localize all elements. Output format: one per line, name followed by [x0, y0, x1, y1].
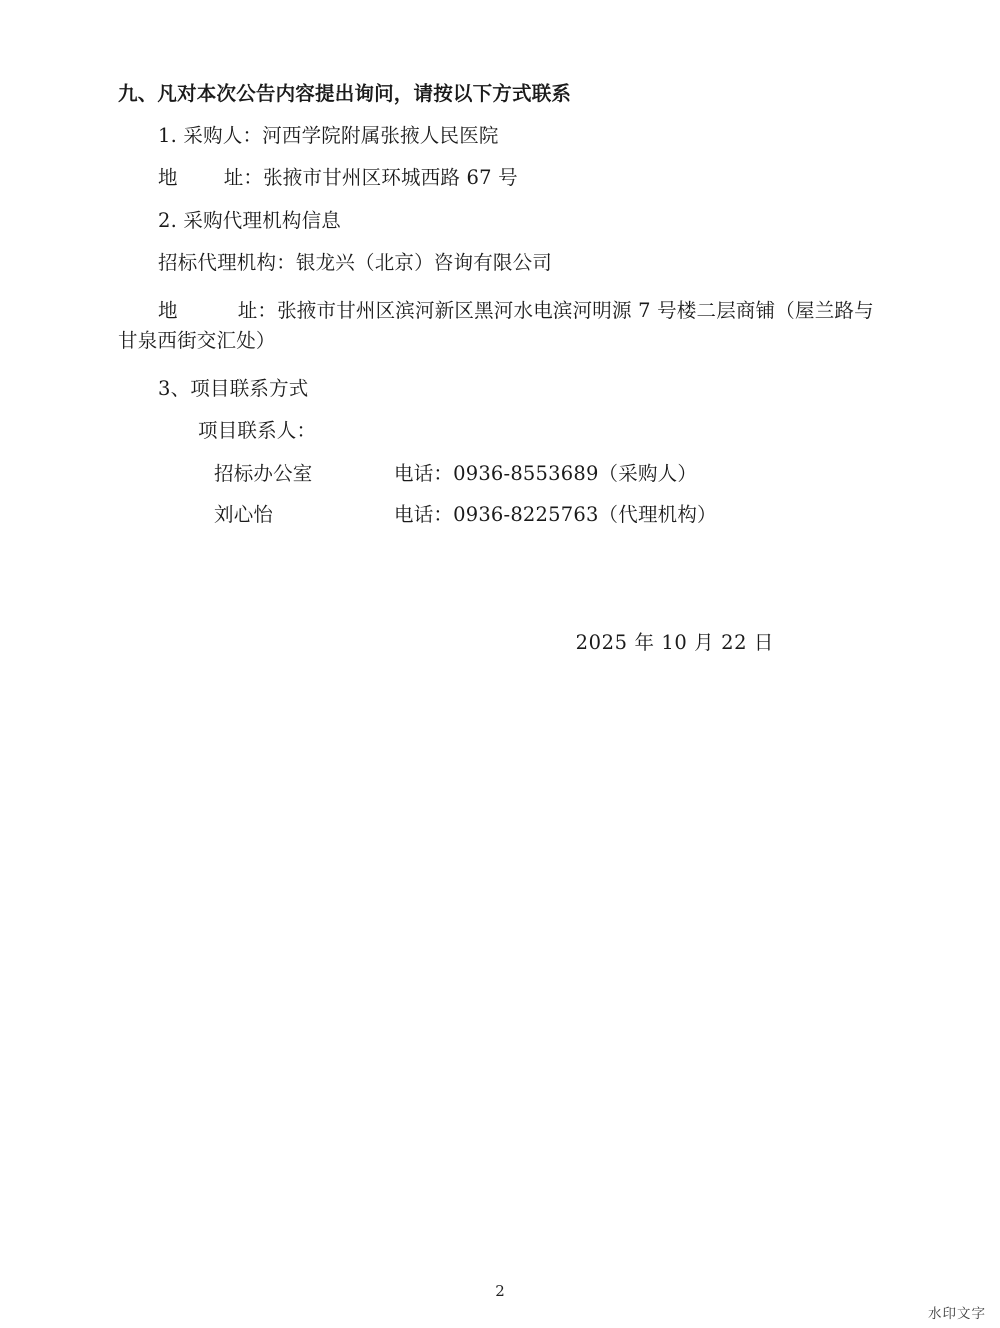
contact-phone: 电话：0936-8225763（代理机构）	[394, 503, 717, 527]
document-date: 2025 年 10 月 22 日	[575, 630, 774, 654]
agency-address-value: 址：张掖市甘州区滨河新区黑河水电滨河明源 7 号楼二层商铺（屋兰路与	[237, 298, 874, 322]
purchaser-line: 1. 采购人：河西学院附属张掖人民医院	[158, 123, 499, 147]
purchaser-address-prefix: 地	[158, 166, 178, 189]
agency-address-continued: 甘泉西街交汇处）	[118, 328, 276, 352]
agency-address-prefix: 地	[158, 298, 178, 322]
watermark-text: 水印文字	[928, 1306, 986, 1322]
contact-person-line: 项目联系人：	[198, 419, 317, 443]
contact-phone: 电话：0936-8553689（采购人）	[394, 461, 698, 485]
section-heading: 九、凡对本次公告内容提出询问，请按以下方式联系	[118, 82, 572, 105]
contact-row	[214, 505, 882, 525]
purchaser-address-value: 址：张掖市甘州区环城西路 67 号	[223, 166, 518, 189]
document-body	[118, 84, 882, 652]
agency-address-line	[118, 296, 882, 356]
purchaser-address-line	[158, 168, 882, 188]
agency-name-line: 招标代理机构：银龙兴（北京）咨询有限公司	[158, 251, 553, 274]
contact-name: 招标办公室	[214, 461, 313, 485]
contact-section-line: 3、项目联系方式	[158, 376, 309, 400]
page-number: 2	[495, 1282, 505, 1300]
contact-row	[214, 461, 882, 485]
contact-name: 刘心怡	[214, 503, 274, 527]
agency-info-line: 2. 采购代理机构信息	[158, 208, 342, 232]
